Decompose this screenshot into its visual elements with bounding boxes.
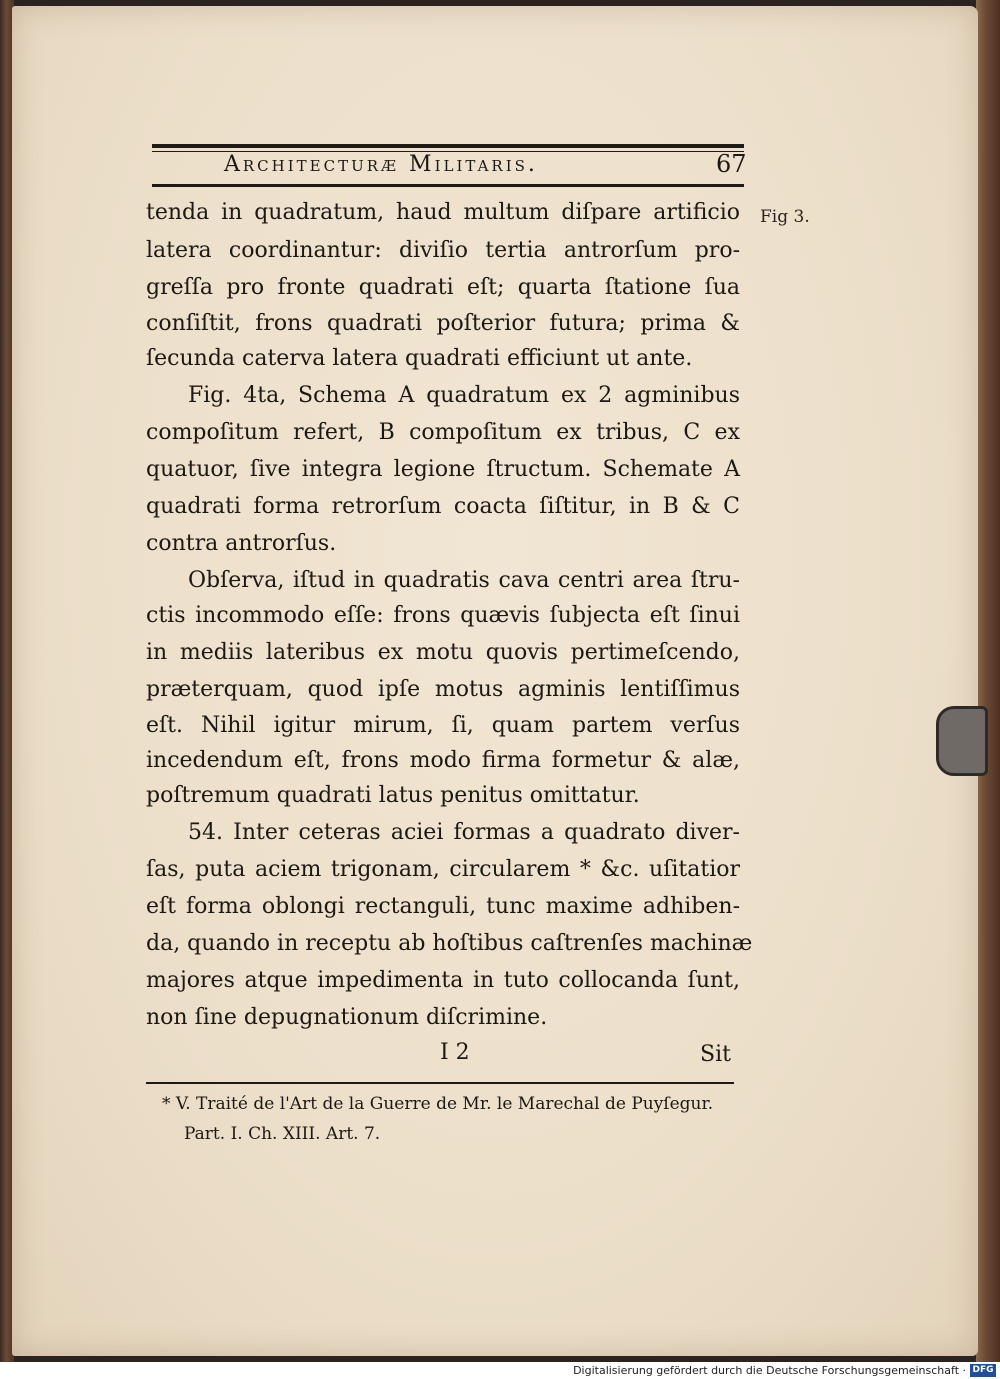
signature-mark: I 2 <box>440 1040 470 1065</box>
body-line: latera coordinantur: diviſio tertia antrorſum pro- <box>146 238 740 263</box>
footnote-line-2: Part. I. Ch. XIII. Art. 7. <box>184 1124 381 1144</box>
body-line: poſtremum quadrati latus penitus omittatur. <box>146 783 640 808</box>
margin-note: Fig 3. <box>760 207 810 227</box>
dfg-logo: DFG <box>970 1364 996 1377</box>
body-line: 54. Inter ceteras aciei formas a quadrato diver- <box>188 820 740 845</box>
body-line: conſiſtit, frons quadrati poſterior futura; prima & <box>146 311 740 336</box>
footnote-line-1: * V. Traité de l'Art de la Guerre de Mr. le Marechal de Puyſegur. <box>162 1094 714 1114</box>
footer-credit: Digitalisierung gefördert durch die Deutsche Forschungsgemeinschaft · <box>573 1364 966 1377</box>
body-line: ſas, puta aciem trigonam, circularem * &c. uſitatior <box>146 857 740 882</box>
body-line: in mediis lateribus ex motu quovis pertimeſcendo, <box>146 640 740 665</box>
body-line: incedendum eſt, frons modo firma formetur & alæ, <box>146 748 740 773</box>
body-line: quatuor, ſive integra legione ſtructum. Schemate A <box>146 457 740 482</box>
body-line: Obſerva, iſtud in quadratis cava centri area ſtru- <box>188 568 740 593</box>
body-line: quadrati forma retrorſum coacta ſiſtitur, in B & C <box>146 494 740 519</box>
body-line: tenda in quadratum, haud multum diſpare artificio <box>146 200 740 225</box>
body-line: compoſitum refert, B compoſitum ex tribus, C ex <box>146 420 740 445</box>
body-line: ſecunda caterva latera quadrati efficiunt ut ante. <box>146 346 693 371</box>
footnote-rule <box>146 1082 734 1084</box>
header-rule-bottom <box>152 184 744 187</box>
body-line: eſt forma oblongi rectanguli, tunc maxime adhiben- <box>146 894 740 919</box>
body-line: non ſine depugnationum diſcrimine. <box>146 1005 548 1030</box>
body-line: da, quando in receptu ab hoſtibus caſtrenſes machinæ <box>146 931 753 956</box>
page-clip <box>936 706 988 776</box>
body-line: ctis incommodo eſſe: frons quævis ſubjecta eſt ſinui <box>146 603 740 628</box>
book-edge-right <box>976 0 1000 1362</box>
page-number: 67 <box>716 150 747 178</box>
body-line: majores atque impedimenta in tuto collocanda ſunt, <box>146 968 740 993</box>
body-line: præterquam, quod ipſe motus agminis lentiſſimus <box>146 677 740 702</box>
catchword: Sit <box>700 1042 731 1067</box>
body-line: contra antrorſus. <box>146 531 337 556</box>
body-line: Fig. 4ta, Schema A quadratum ex 2 agminibus <box>188 383 740 408</box>
running-head: Architecturæ Militaris. <box>224 152 538 177</box>
header-rule-thick <box>152 144 744 148</box>
body-line: greſſa pro fronte quadrati eſt; quarta ſtatione ſua <box>146 275 740 300</box>
body-line: eſt. Nihil igitur mirum, ſi, quam partem verſus <box>146 713 740 738</box>
